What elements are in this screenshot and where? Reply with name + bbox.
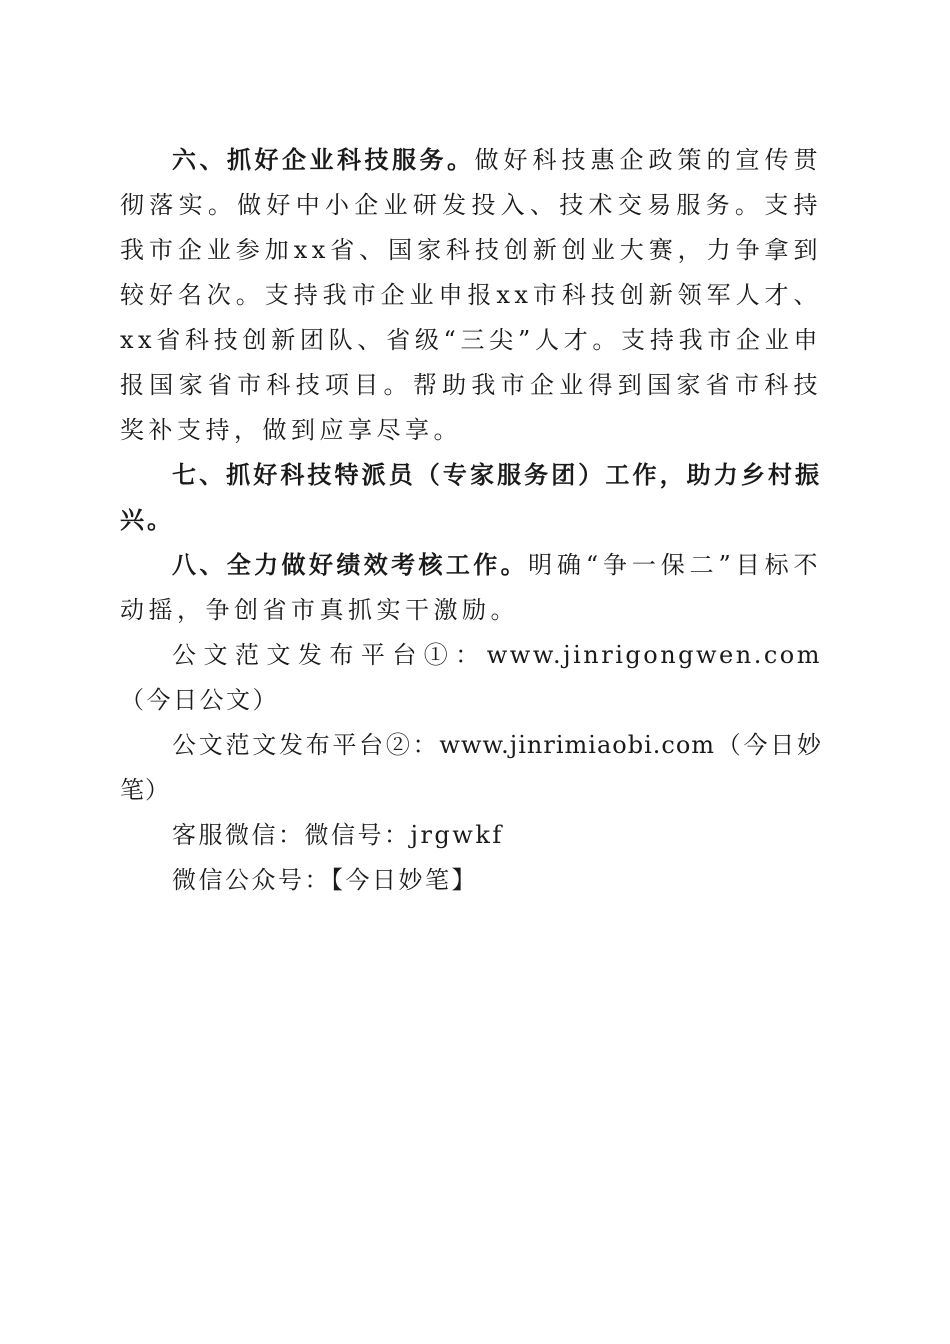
section-8-body: 明确“争一保二”目标不动摇，争创省市真抓实干激励。 bbox=[120, 551, 822, 624]
section-8-heading: 八、全力做好绩效考核工作。 bbox=[172, 551, 529, 579]
section-7-paragraph bbox=[120, 453, 822, 543]
platform-1-line: 公文范文发布平台①：www.jinrigongwen.com（今日公文） bbox=[120, 641, 822, 714]
section-6-heading: 六、抓好企业科技服务。 bbox=[172, 146, 475, 174]
section-7-heading: 七、抓好科技特派员（专家服务团）工作，助力乡村振兴。 bbox=[120, 461, 822, 534]
platform-2-line: 公文范文发布平台②：www.jinrimiaobi.com（今日妙笔） bbox=[120, 731, 822, 804]
wechat-account-line: 微信公众号：【今日妙笔】 bbox=[172, 866, 478, 894]
section-6-body: 做好科技惠企政策的宣传贯彻落实。做好中小企业研发投入、技术交易服务。支持我市企业参加xx省、国家科技创新创业大赛，力争拿到较好名次。支持我市企业申报xx市科技创新领军人才、xx省科技创新团队、省级“三尖”人才。支持我市企业申报国家省市科技项目。帮助我市企业得到国家省市科技奖补支持，做到应享尽享。 bbox=[120, 146, 822, 444]
wechat-service-line: 客服微信：微信号：jrgwkf bbox=[172, 821, 504, 849]
section-6-paragraph bbox=[120, 138, 822, 453]
section-8-paragraph bbox=[120, 543, 822, 633]
